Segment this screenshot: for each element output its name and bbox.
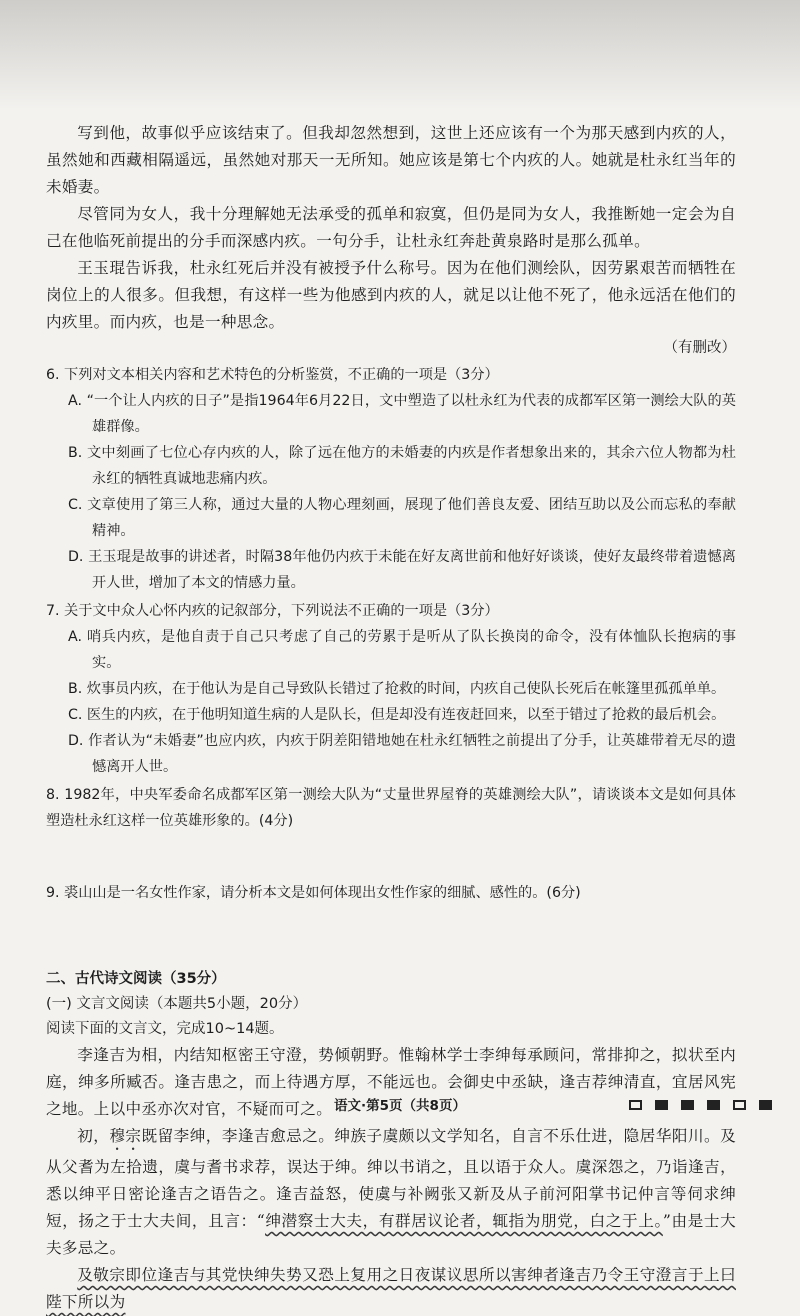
text-run: 初，	[77, 1127, 110, 1145]
question-8-stem: 8. 1982年，中央军委命名成都军区第一测绘大队为“丈量世界屋脊的英雄测绘大队”，请谈谈本文是如何具体塑造杜永红这样一位英雄形象的。(4分)	[46, 787, 736, 829]
emphasis-text: 穆宗	[109, 1127, 142, 1145]
classical-paragraph	[46, 1123, 736, 1262]
classical-paragraph: 李逢吉为相，内结知枢密王守澄，势倾朝野。惟翰林学士李绅每承顾问，常排抑之，拟状至内庭，绅多所臧否。逢吉患之，而上待遇方厚，不能远也。会御史中丞缺，逢吉荐绅清直，宜居风宪之地。上以中丞亦次对官，不疑而可之。	[46, 1046, 736, 1118]
question-6-option-c: C. 文章使用了第三人称，通过大量的人物心理刻画，展现了他们善良友爱、团结互助以及公而忘私的奉献精神。	[68, 497, 736, 539]
subsection-title: (一) 文言文阅读（本题共5小题，20分）	[46, 996, 308, 1012]
filled-box-icon	[759, 1100, 772, 1110]
answer-space	[46, 906, 736, 966]
passage-paragraph: 尽管同为女人，我十分理解她无法承受的孤单和寂寞，但仍是同为女人，我推断她一定会为自己在他临死前提出的分手而深感内疚。一句分手，让杜永红奔赴黄泉路时是那么孤单。	[46, 205, 736, 250]
question-7-option-b: B. 炊事员内疚，在于他认为是自己导致队长错过了抢救的时间，内疚自己使队长死后在帐篷里孤孤单单。	[68, 681, 726, 697]
text-run: ”由是士大夫多忌之。	[46, 1212, 736, 1257]
wavy-underlined-text: 绅潜察士大夫，有群居议论者，辄指为朋党，白之于上。	[265, 1212, 663, 1230]
question-7-option-d: D. 作者认为“未婚妻”也应内疚，内疚于阴差阳错地她在杜永红牺牲之前提出了分手，让英雄带着无尽的遗憾离开人世。	[68, 733, 736, 775]
page-footer	[0, 1094, 800, 1118]
question-7-stem: 7. 关于文中众人心怀内疚的记叙部分，下列说法不正确的一项是（3分）	[46, 603, 499, 619]
text-run: 既留李绅，李逢吉愈忌之。绅族子虞颇以文学知名，自言不乐仕进，隐居华阳川。及从父耆为左拾遗，虞与耆书求荐，误达于绅。绅以书诮之，且以语于众人。虞深怨之，乃诣逢吉，悉以绅平日密论逢吉之语告之。逢吉益怒，使虞与补阙张又新及从子前河阳掌书记仲言等伺求绅短，扬之于士大夫间，且言：“	[46, 1127, 736, 1230]
question-6-option-b: B. 文中刻画了七位心存内疚的人，除了远在他方的未婚妻的内疚是作者想象出来的，其余六位人物都为杜永红的牺牲真诚地悲痛内疚。	[68, 445, 736, 487]
empty-box-icon	[629, 1100, 642, 1110]
footer-markers	[629, 1100, 772, 1110]
question-6-stem: 6. 下列对文本相关内容和艺术特色的分析鉴赏，不正确的一项是（3分）	[46, 367, 499, 383]
question-7-option-c: C. 医生的内疚，在于他明知道生病的人是队长，但是却没有连夜赶回来，以至于错过了抢救的最后机会。	[68, 707, 726, 723]
question-6-option-a: A. “一个让人内疚的日子”是指1964年6月22日，文中塑造了以杜永红为代表的成都军区第一测绘大队的英雄群像。	[68, 393, 736, 435]
filled-box-icon	[681, 1100, 694, 1110]
scan-shadow	[0, 0, 800, 110]
question-7-option-a: A. 哨兵内疚，是他自责于自己只考虑了自己的劳累于是听从了队长换岗的命令，没有体恤队长抱病的事实。	[68, 629, 736, 671]
answer-space	[46, 834, 736, 878]
section-title: 二、古代诗文阅读（35分）	[46, 971, 226, 987]
passage-paragraph: 写到他，故事似乎应该结束了。但我却忽然想到，这世上还应该有一个为那天感到内疚的人，虽然她和西藏相隔遥远，虽然她对那天一无所知。她应该是第七个内疚的人。她就是杜永红当年的未婚妻。	[46, 124, 736, 196]
wavy-underlined-text: 及敬宗即位逢吉与其党快绅失势又恐上复用之日夜谋议思所以害绅者逢吉乃令王守澄言于上曰陛下所以为	[46, 1266, 736, 1311]
filled-box-icon	[707, 1100, 720, 1110]
classical-paragraph	[46, 1262, 736, 1316]
reading-instruction: 阅读下面的文言文，完成10~14题。	[46, 1021, 284, 1037]
filled-box-icon	[655, 1100, 668, 1110]
page-content	[46, 120, 736, 1316]
empty-box-icon	[733, 1100, 746, 1110]
question-9-stem: 9. 裘山山是一名女性作家，请分析本文是如何体现出女性作家的细腻、感性的。(6分)	[46, 885, 581, 901]
passage-paragraph: 王玉琨告诉我，杜永红死后并没有被授予什么称号。因为在他们测绘队，因劳累艰苦而牺牲在岗位上的人很多。但我想，有这样一些为他感到内疚的人，就足以让他不死了，他永远活在他们的内疚里。而内疚，也是一种思念。	[46, 259, 736, 331]
page-number: 语文·第5页（共8页）	[334, 1098, 466, 1114]
source-note: （有删改）	[663, 340, 736, 356]
question-6-option-d: D. 王玉琨是故事的讲述者，时隔38年他仍内疚于未能在好友离世前和他好好谈谈，使好友最终带着遗憾离开人世，增加了本文的情感力量。	[68, 549, 736, 591]
